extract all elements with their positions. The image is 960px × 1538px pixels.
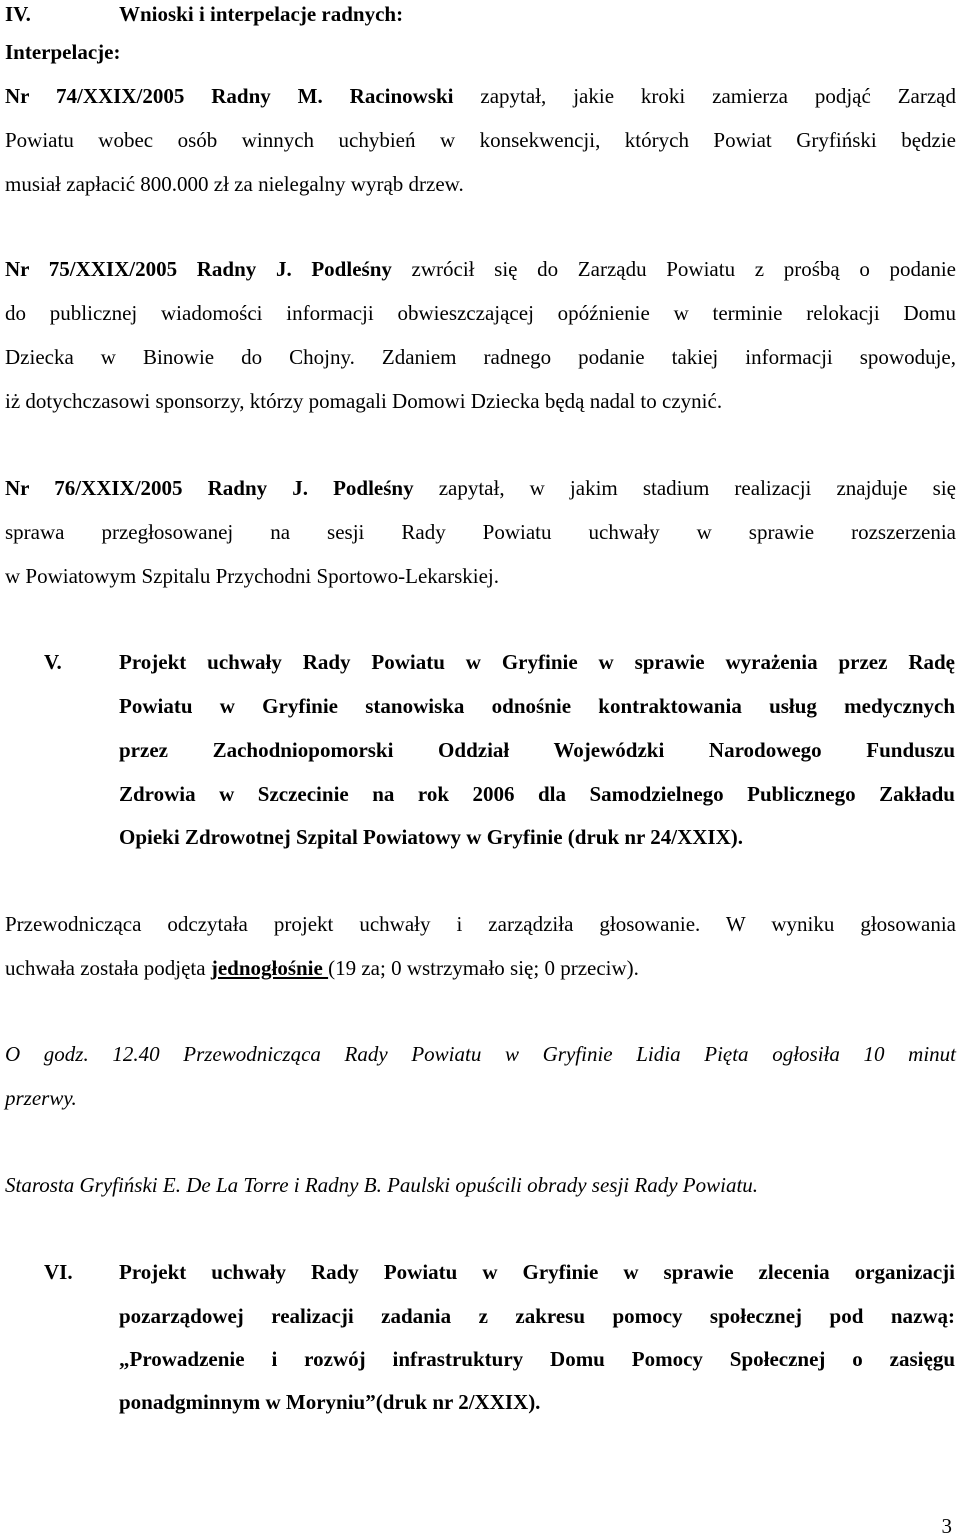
interpellation-74-line-2: Powiatu wobec osób winnych uchybień w konsekwencji, których Powiat Gryfiński będzie bbox=[5, 128, 956, 152]
interpellation-74-line-3: musiał zapłacić 800.000 zł za nielegalny wyrąb drzew. bbox=[5, 172, 464, 196]
section-v-title-line-5: Opieki Zdrowotnej Szpital Powiatowy w Gryfinie (druk nr 24/XXIX). bbox=[119, 825, 743, 849]
interpellation-75-ref: Nr 75/XXIX/2005 Radny J. Podleśny bbox=[5, 257, 392, 281]
interpellation-75-line-1 bbox=[5, 255, 956, 283]
vote-v-line-1: Przewodnicząca odczytała projekt uchwały i zarządziła głosowanie. W wyniku głosowania bbox=[5, 912, 956, 936]
interpellation-75-line-4: iż dotychczasowi sponsorzy, którzy pomagali Domowi Dziecka będą nadal to czynić. bbox=[5, 389, 723, 413]
interpellation-76-line-3: w Powiatowym Szpitalu Przychodni Sportowo-Lekarskiej. bbox=[5, 564, 500, 588]
leave-note: Starosta Gryfiński E. De La Torre i Radny B. Paulski opuścili obrady sesji Rady Powiatu. bbox=[5, 1173, 759, 1197]
section-vi-title-line-2: pozarządowej realizacji zadania z zakresu pomocy społecznej pod nazwą: bbox=[119, 1304, 955, 1328]
section-v-title-line-4: Zdrowia w Szczecinie na rok 2006 dla Samodzielnego Publicznego Zakładu bbox=[119, 782, 955, 806]
interpellation-76-line-2: sprawa przegłosowanej na sesji Rady Powiatu uchwały w sprawie rozszerzenia bbox=[5, 520, 956, 544]
interpellation-76-ref: Nr 76/XXIX/2005 Radny J. Podleśny bbox=[5, 476, 414, 500]
section-vi-number: VI. bbox=[44, 1260, 73, 1284]
vote-v-text-post: (19 za; 0 wstrzymało się; 0 przeciw). bbox=[328, 956, 639, 980]
section-vi-title-line-4: ponadgminnym w Moryniu”(druk nr 2/XXIX). bbox=[119, 1390, 541, 1414]
page-number: 3 bbox=[941, 1514, 952, 1538]
vote-v-text-pre: uchwała została podjęta bbox=[5, 956, 211, 980]
section-v-number: V. bbox=[44, 650, 62, 674]
interpellation-74-text-1: zapytał, jakie kroki zamierza podjąć Zarząd bbox=[453, 84, 956, 108]
interpellation-75-line-3: Dziecka w Binowie do Chojny. Zdaniem radnego podanie takiej informacji spowoduje, bbox=[5, 345, 956, 369]
section-iv-title: Wnioski i interpelacje radnych: bbox=[119, 2, 404, 26]
section-iv-number: IV. bbox=[5, 2, 31, 26]
interpellation-76-text-1: zapytał, w jakim stadium realizacji znajduje się bbox=[413, 476, 957, 500]
interpellation-74-line-1 bbox=[5, 82, 956, 110]
interpellation-75-text-1: zwrócił się do Zarządu Powiatu z prośbą o podanie bbox=[391, 257, 957, 281]
vote-v-unanimous: jednogłośnie bbox=[210, 956, 329, 980]
break-note-line-1: O godz. 12.40 Przewodnicząca Rady Powiatu w Gryfinie Lidia Pięta ogłosiła 10 minut bbox=[5, 1042, 956, 1066]
section-v-title-line-3: przez Zachodniopomorski Oddział Wojewódzki Narodowego Funduszu bbox=[119, 738, 955, 762]
section-vi-title-line-1: Projekt uchwały Rady Powiatu w Gryfinie w sprawie zlecenia organizacji bbox=[119, 1260, 955, 1284]
section-v-title-line-1: Projekt uchwały Rady Powiatu w Gryfinie w sprawie wyrażenia przez Radę bbox=[119, 650, 955, 674]
section-vi-title-line-3: „Prowadzenie i rozwój infrastruktury Domu Pomocy Społecznej o zasięgu bbox=[119, 1347, 955, 1371]
interpellation-75-line-2: do publicznej wiadomości informacji obwieszczającej opóźnienie w terminie relokacji Domu bbox=[5, 301, 956, 325]
interpellation-76-line-1 bbox=[5, 474, 956, 502]
section-v-title-line-2: Powiatu w Gryfinie stanowiska odnośnie kontraktowania usług medycznych bbox=[119, 694, 955, 718]
break-note-line-2: przerwy. bbox=[5, 1086, 77, 1110]
section-iv-subtitle: Interpelacje: bbox=[5, 40, 121, 64]
interpellation-74-ref: Nr 74/XXIX/2005 Radny M. Racinowski bbox=[5, 84, 454, 108]
vote-v-line-2 bbox=[5, 954, 639, 982]
